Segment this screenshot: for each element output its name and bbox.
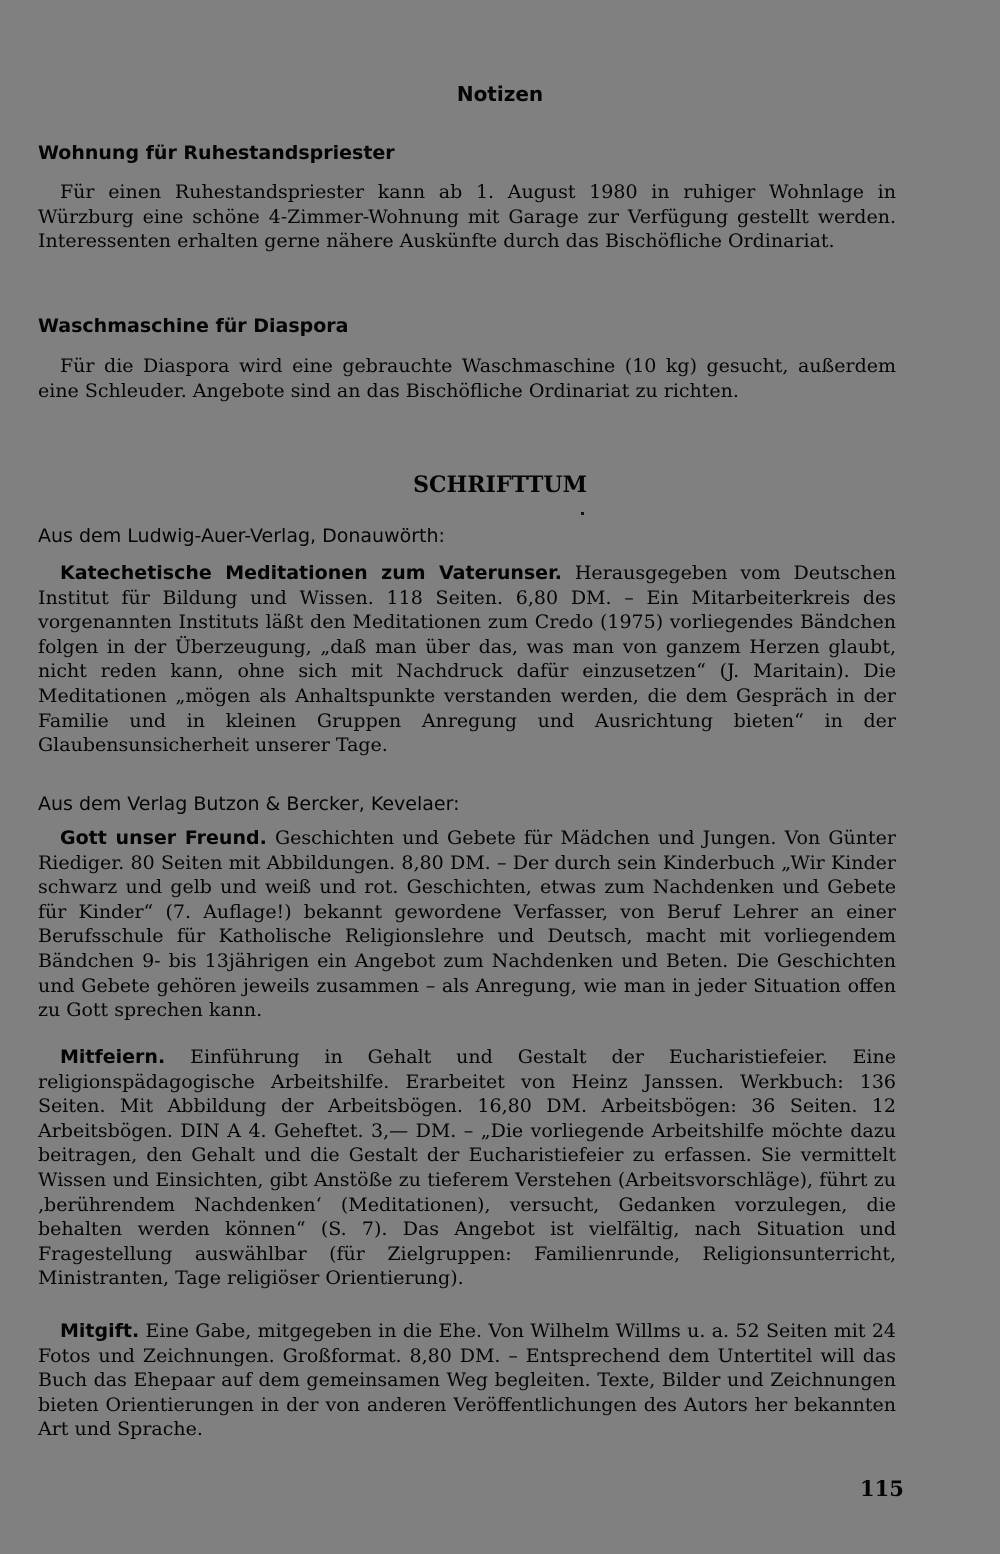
- scan-speck: [581, 512, 584, 515]
- notice-text-washing-machine: Für die Diaspora wird eine gebrauchte Waschmaschine (10 kg) gesucht, außerdem eine Schleuder. Angebote sind an das Bischöfliche Ordinariat zu richten.: [38, 355, 896, 402]
- review-text: Einführung in Gehalt und Gestalt der Eucharistiefeier. Eine religionspädagogische Arbeitshilfe. Erarbeitet von Heinz Janssen. Werkbuch: 136 Seiten. Mit Abbildung der Arbeitsbögen. 16,80 DM. Arbeitsbögen: 36 Seiten. 12 Arbeitsbögen. DIN A 4. Geheftet. 3,— DM. – „Die vorliegende Arbeitshilfe möchte dazu beitragen, den Gehalt und die Gestalt der Eucharistiefeier zu erfassen. Sie vermittelt Wissen und Einsichten, gibt Anstöße zu tieferem Verstehen (Arbeitsvorschläge), führt zu ‚berührendem Nachdenken‘ (Meditationen), versucht, Gedanken vorzulegen, die behalten werden können“ (S. 7). Das Angebot ist vielfältig, nach Situation und Fragestellung auswählbar (für Zielgruppen: Familienrunde, Religionsunterricht, Ministranten, Tage religiöser Orientierung).: [38, 1046, 896, 1290]
- review-gott-unser-freund: [38, 826, 896, 1023]
- review-text: Geschichten und Gebete für Mädchen und Jungen. Von Günter Riediger. 80 Seiten mit Abbildungen. 8,80 DM. – Der durch sein Kinderbuch „Wir Kinder schwarz und gelb und weiß und rot. Geschichten, etwas zum Nachdenken und Gebete für Kinder“ (7. Auflage!) bekannt gewordene Verfasser, von Beruf Lehrer an einer Berufsschule für Katholische Religionslehre und Deutsch, macht mit vorliegendem Bändchen 9- bis 13jährigen ein Angebot zum Nachdenken und Beten. Die Geschichten und Gebete gehören jeweils zusammen – als Anregung, wie man in jeder Situation offen zu Gott sprechen kann.: [38, 827, 896, 1022]
- page-number: 115: [860, 1476, 904, 1501]
- notice-title-washing-machine: Waschmaschine für Diaspora: [38, 315, 349, 337]
- review-mitgift: [38, 1319, 896, 1442]
- notice-title-apartment: Wohnung für Ruhestandspriester: [38, 142, 395, 164]
- review-title: Mitgift.: [60, 1320, 140, 1342]
- publisher-label-auer: Aus dem Ludwig-Auer-Verlag, Donauwörth:: [38, 525, 445, 547]
- review-title: Mitfeiern.: [60, 1046, 166, 1068]
- notice-text-apartment: Für einen Ruhestandspriester kann ab 1. August 1980 in ruhiger Wohnlage in Würzburg eine schöne 4-Zimmer-Wohnung mit Garage zur Verfügung gestellt werden. Interessenten erhalten gerne nähere Auskünfte durch das Bischöfliche Ordinariat.: [38, 181, 896, 253]
- page-title: Notizen: [456, 82, 544, 106]
- review-vaterunser: [38, 561, 896, 758]
- review-title: Katechetische Meditationen zum Vaterunser.: [60, 562, 562, 584]
- review-text: Eine Gabe, mitgegeben in die Ehe. Von Wilhelm Willms u. a. 52 Seiten mit 24 Fotos und Zeichnungen. Großformat. 8,80 DM. – Entsprechend dem Untertitel will das Buch das Ehepaar auf dem gemeinsamen Weg begleiten. Texte, Bilder und Zeichnungen bieten Orientierungen in der von anderen Veröffentlichungen des Autors her bekannten Art und Sprache.: [38, 1320, 896, 1441]
- section-title: SCHRIFTTUM: [413, 472, 587, 498]
- review-mitfeiern: [38, 1045, 896, 1291]
- review-text: Herausgegeben vom Deutschen Institut für Bildung und Wissen. 118 Seiten. 6,80 DM. – Ein Mitarbeiterkreis des vorgenannten Instituts läßt den Meditationen zum Credo (1975) vorliegendes Bändchen folgen in der Überzeugung, „daß man über das, was man von ganzem Herzen glaubt, nicht reden kann, ohne sich mit Nachdruck dafür einzusetzen“ (J. Maritain). Die Meditationen „mögen als Anhaltspunkte verstanden werden, die dem Gespräch in der Familie und in kleinen Gruppen Anregung und Ausrichtung bieten“ in der Glaubensunsicherheit unserer Tage.: [38, 562, 896, 757]
- review-title: Gott unser Freund.: [60, 827, 267, 849]
- publisher-label-butzon: Aus dem Verlag Butzon & Bercker, Kevelaer:: [38, 793, 460, 815]
